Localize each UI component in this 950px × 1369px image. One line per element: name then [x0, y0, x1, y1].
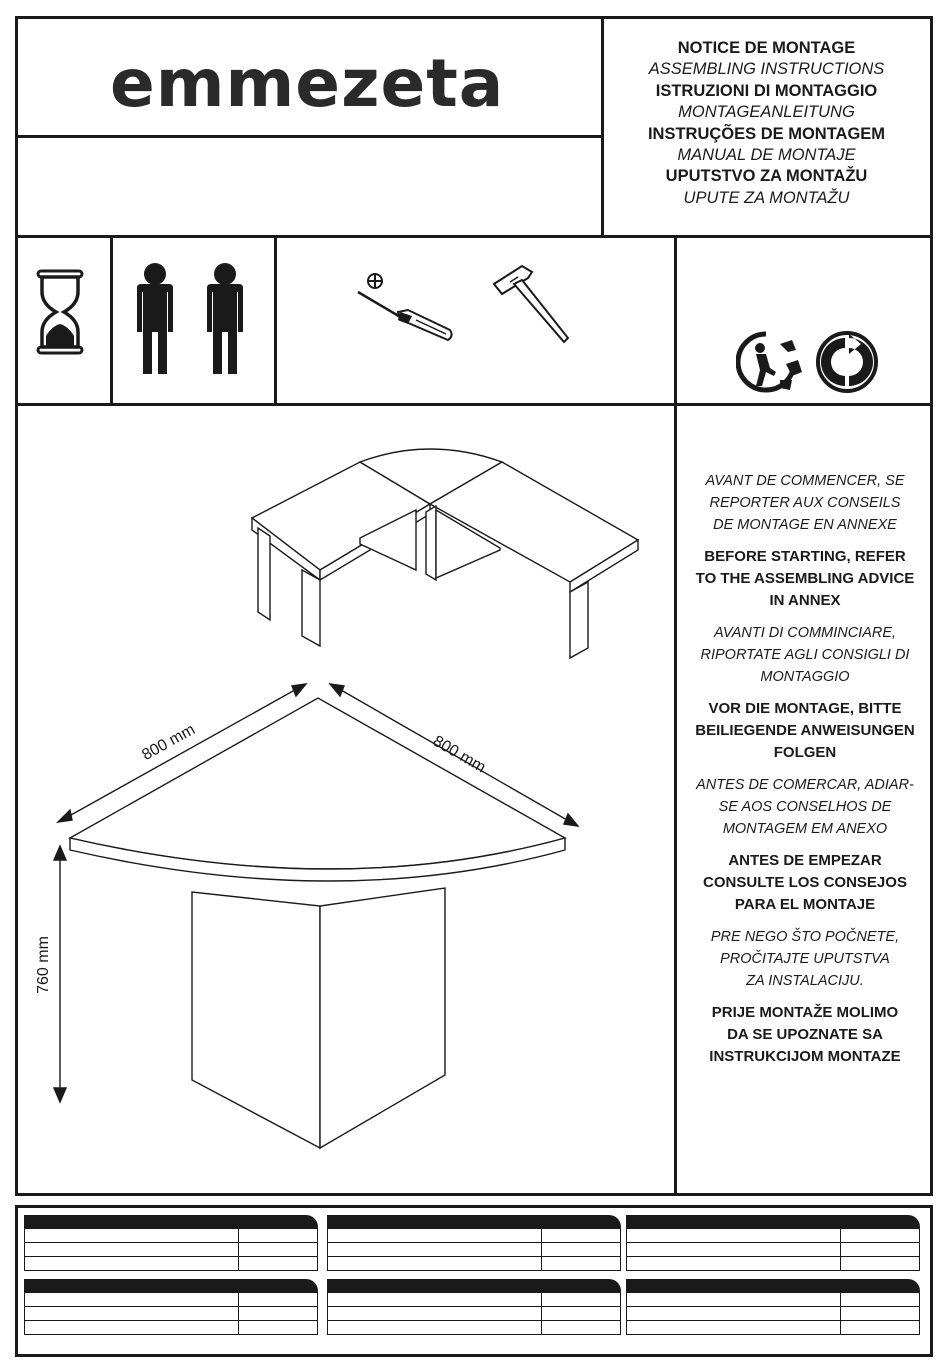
corner-desk-dimension-drawing	[40, 670, 600, 1160]
instruction-titles	[604, 38, 929, 209]
note-de: VOR DIE MONTAGE, BITTE BEILIEGENDE ANWEISUNGEN FOLGEN	[695, 700, 915, 761]
icons-divider-3	[674, 235, 677, 406]
parts-table-4	[24, 1279, 318, 1335]
brand-divider	[15, 135, 603, 138]
parts-table-6	[626, 1279, 920, 1335]
parts-table-5	[327, 1279, 621, 1335]
icons-divider-1	[110, 235, 113, 406]
title-it: ISTRUZIONI DI MONTAGGIO	[655, 81, 878, 100]
parts-table-2	[327, 1215, 621, 1271]
icons-divider-2	[274, 235, 277, 406]
dimension-right-label: 800 mm	[429, 732, 489, 777]
title-es: MANUAL DE MONTAJE	[677, 146, 856, 165]
brand-logo: emmezeta	[110, 45, 505, 122]
two-persons-icon	[125, 262, 260, 378]
title-hr: UPUTE ZA MONTAŽU	[683, 188, 850, 207]
screwdriver-icon	[350, 268, 460, 348]
note-hr: PRIJE MONTAŽE MOLIMO DA SE UPOZNATE SA INSTRUKCIJOM MONTAZE	[709, 1004, 901, 1065]
note-es: ANTES DE EMPEZAR CONSULTE LOS CONSEJOS PARA EL MONTAJE	[703, 852, 907, 913]
recycle-person-icon	[736, 330, 806, 394]
assembly-notes	[680, 470, 930, 1078]
note-fr: AVANT DE COMMENCER, SE REPORTER AUX CONSEILS DE MONTAGE EN ANNEXE	[705, 473, 905, 533]
title-sr: UPUTSTVO ZA MONTAŽU	[665, 167, 868, 186]
hammer-icon	[488, 262, 578, 347]
parts-table-1	[24, 1215, 318, 1271]
main-divider	[674, 403, 677, 1196]
parts-table-3	[626, 1215, 920, 1271]
title-en: ASSEMBLING INSTRUCTIONS	[648, 60, 885, 79]
hourglass-icon	[30, 268, 90, 356]
note-it: AVANTI DI COMMINCIARE, RIPORTATE AGLI CONSIGLI DI MONTAGGIO	[700, 625, 910, 685]
note-pt: ANTES DE COMERCAR, ADIAR- SE AOS CONSELHOS DE MONTAGEM EM ANEXO	[696, 777, 914, 837]
desk-overview-illustration	[240, 440, 650, 670]
dimension-left-label: 800 mm	[139, 721, 199, 765]
green-dot-icon	[815, 330, 879, 394]
note-sr: PRE NEGO ŠTO POČNETE, PROČITAJTE UPUTSTVA ZA INSTALACIJU.	[710, 929, 900, 989]
title-pt: INSTRUÇÕES DE MONTAGEM	[647, 124, 886, 143]
dimension-height-label: 760 mm	[34, 936, 52, 994]
title-de: MONTAGEANLEITUNG	[678, 103, 855, 122]
note-en: BEFORE STARTING, REFER TO THE ASSEMBLING ADVICE IN ANNEX	[695, 548, 915, 609]
title-fr: NOTICE DE MONTAGE	[677, 39, 856, 57]
